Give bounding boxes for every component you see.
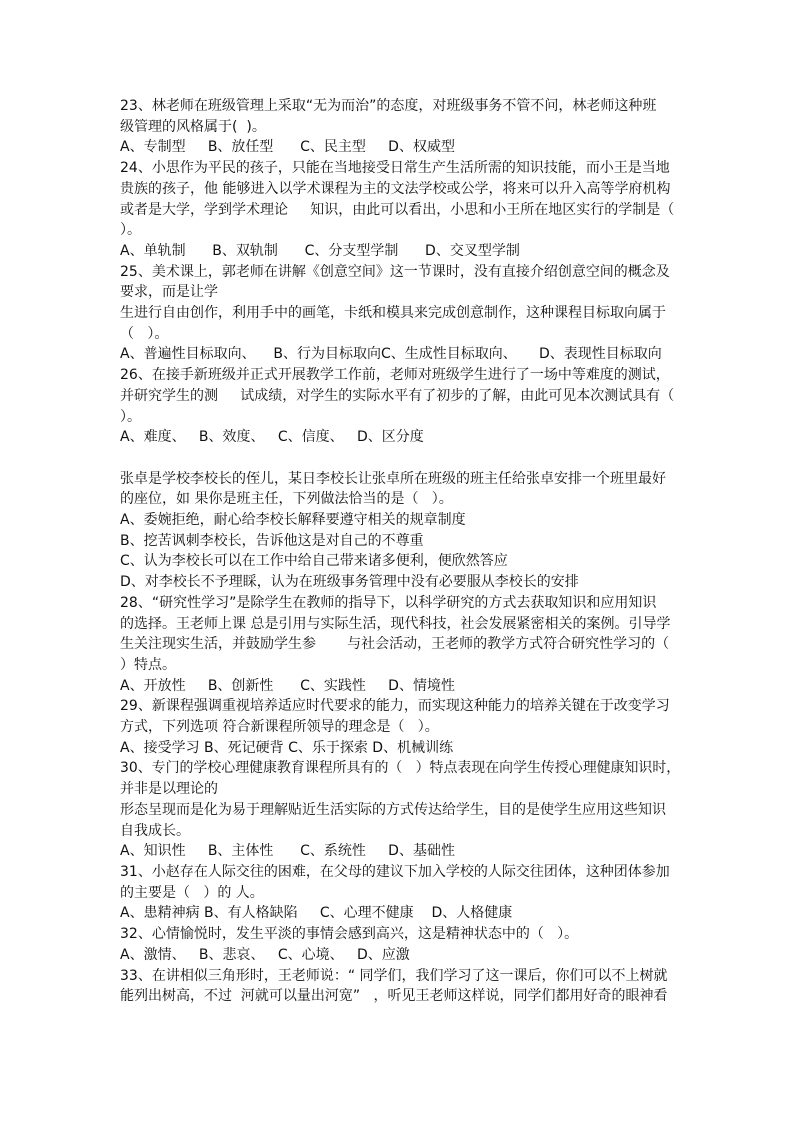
text-line: 方式，下列选项 符合新课程所领导的理念是（ ）。 <box>120 719 439 736</box>
text-line: A、单轨制 B、双轨制 C、分支型学制 D、交叉型学制 <box>120 242 520 259</box>
text-line: 的主要是（ ）的 人。 <box>120 884 264 901</box>
text-line: 的座位，如 果你是班主任，下列做法恰当的是（ ）。 <box>120 491 453 508</box>
text-line: ）。 <box>120 222 141 239</box>
text-line: （ ）。 <box>120 325 169 342</box>
text-line: 生关注现实生活，并鼓励学生参 与社会活动，王老师的教学方式符合研究性学习的（ <box>120 636 670 653</box>
text-line: 能列出树高，不过 河就可以量出河宽” ，听见王老师这样说，同学们都用好奇的眼神看 <box>120 988 668 1005</box>
text-line: 23、林老师在班级管理上采取“无为而治”的态度，对班级事务不管不问，林老师这种班 <box>120 98 657 114</box>
text-line: 的选择。王老师上课 总是引用与实际生活，现代科技，社会发展紧密相关的案例。引导学 <box>120 615 671 632</box>
text-line: 25、美术课上，郭老师在讲解《创意空间》这一节课时，没有直接介绍创意空间的概念及 <box>120 263 670 280</box>
text-line: 形态呈现而是化为易于理解贴近生活实际的方式传达给学生，目的是使学生应用这些知识 <box>120 801 666 818</box>
text-line: A、知识性 B、主体性 C、系统性 D、基础性 <box>120 843 455 860</box>
text-line: D、对李校长不予理睬，认为在班级事务管理中没有必要服从李校长的安排 <box>120 574 579 591</box>
text-line: 32、心情愉悦时，发生平淡的事情会感到高兴，这是精神状态中的（ ）。 <box>120 926 579 943</box>
text-line: A、难度、 B、效度、 C、信度、 D、区分度 <box>120 429 424 446</box>
text-line: A、激情、 B、悲哀、 C、心境、 D、应激 <box>120 946 410 963</box>
text-line: 26、在接手新班级并正式开展教学工作前，老师对班级学生进行了一场中等难度的测试， <box>120 367 670 384</box>
text-line: A、开放性 B、创新性 C、实践性 D、情境性 <box>120 677 455 694</box>
text-line: C、认为李校长可以在工作中给自己带来诸多便利，便欣然答应 <box>120 553 508 570</box>
text-line: 生进行自由创作，利用手中的画笔，卡纸和模具来完成创意制作，这种课程目标取向属于 <box>120 305 666 322</box>
text-line: A、专制型 B、放任型 C、民主型 D、权威型 <box>120 139 455 156</box>
text-line: 30、专门的学校心理健康教育课程所具有的（ ）特点表现在向学生传授心理健康知识时， <box>120 760 681 777</box>
text-line: A、患精神病 B、有人格缺陷 C、心理不健康 D、人格健康 <box>120 905 513 922</box>
text-line: A、委婉拒绝，耐心给李校长解释要遵守相关的规章制度 <box>120 512 466 529</box>
text-line: 张卓是学校李校长的侄儿，某日李校长让张卓所在班级的班主任给张卓安排一个班里最好 <box>120 470 666 487</box>
text-line: 31、小赵存在人际交往的困难，在父母的建议下加入学校的人际交往团体，这种团体参加 <box>120 864 670 880</box>
text-line <box>120 448 680 469</box>
text-line: 或者是大学，学到学术理论 知识，由此可以看出，小思和小王所在地区实行的学制是（ <box>120 201 675 218</box>
text-line: 28、“研究性学习”是除学生在教师的指导下，以科学研究的方式去获取知识和应用知识 <box>120 594 657 611</box>
text-line: A、普遍性目标取向、 B、行为目标取向C、生成性目标取向、 D、表现性目标取向 <box>120 346 662 363</box>
text-line: A、接受学习 B、死记硬背 C、乐于探索 D、机械训练 <box>120 739 454 756</box>
text-line: 33、在讲相似三角形时，王老师说：“ 同学们，我们学习了这一课后，你们可以不上树就 <box>120 967 668 984</box>
text-line: ）特点。 <box>120 656 176 673</box>
document-page <box>120 96 680 1007</box>
text-line: 级管理的风格属于( )。 <box>120 118 266 135</box>
text-line: 29、新课程强调重视培养适应时代要求的能力，而实现这种能力的培养关键在于改变学习 <box>120 698 670 715</box>
text-line: 24、小思作为平民的孩子，只能在当地接受日常生产生活所需的知识技能，而小王是当地 <box>120 160 670 177</box>
text-line: 自我成长。 <box>120 822 190 839</box>
text-line: B、挖苦讽刺李校长，告诉他这是对自己的不尊重 <box>120 532 424 549</box>
text-line: ）。 <box>120 408 141 425</box>
text-line: 并研究学生的测 试成绩，对学生的实际水平有了初步的了解，由此可见本次测试具有（ <box>120 387 675 404</box>
text-line: 并非是以理论的 <box>120 781 218 798</box>
text-line: 贵族的孩子，他 能够进入以学术课程为主的文法学校或公学，将来可以升入高等学府机构 <box>120 180 671 197</box>
text-line: 要求，而是让学 <box>120 284 218 301</box>
